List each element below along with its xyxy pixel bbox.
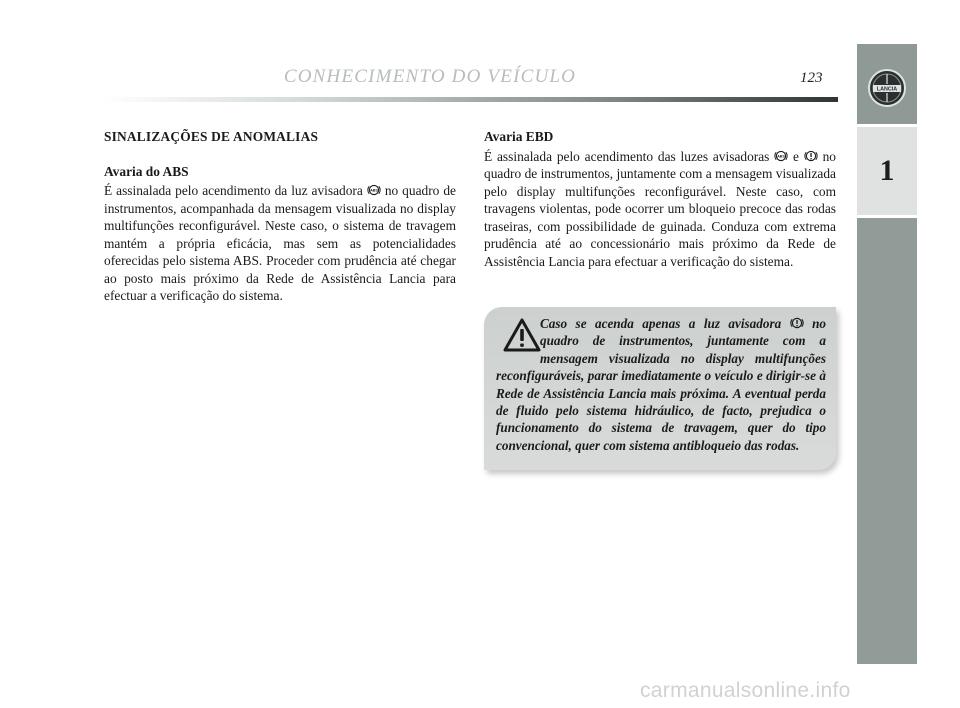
page-number: 123	[800, 70, 823, 86]
abs-text-end: no quadro de instrumentos, acompanhada da mensagem visualizada no display multifunções reconfigurável. Neste caso, o sistema de travagem mantém a própria eficácia, mas sem as potencialidades oferecidas pelo sistema ABS. Proceder com prudência até chegar ao posto mais próximo da Rede de Assistência Lancia para efectuar a verificação do sistema.	[104, 183, 456, 303]
icon-spacer	[496, 315, 540, 365]
svg-text:ABS: ABS	[370, 188, 378, 193]
ebd-heading: Avaria EBD	[484, 129, 554, 144]
brake-warning-icon	[804, 149, 818, 163]
header-rule	[102, 97, 838, 102]
brake-warning-icon	[790, 316, 804, 330]
abs-text-start: É assinalada pelo acendimento da luz avisadora	[104, 183, 363, 198]
abs-icon	[774, 149, 788, 163]
chapter-number: 1	[857, 127, 917, 215]
left-column	[104, 128, 456, 305]
right-column	[484, 128, 836, 270]
tab-divider	[857, 215, 917, 218]
warning-text-end: no quadro de instrumentos, juntamente com a mensagem visualizada no display multifunções reconfiguráveis, parar imediatamente o veículo e dirigir-se à Rede de Assistência Lancia mais próxima. A eventual perda de fluido pelo sistema hidráulico, de facto, prejudica o funcionamento do sistema de travagem, quer do tipo convencional, quer com sistema antibloqueio das rodas.	[496, 316, 827, 453]
ebd-text-and: e	[793, 148, 799, 164]
footer-watermark: carmanualsonline.info	[640, 679, 851, 702]
ebd-text-end: no quadro de instrumentos, juntamente com a mensagem visualizada pelo display multifunções reconfigurável. Neste caso, com travagens violentas, pode ocorrer um bloqueio precoce das rodas traseiras, com possibilidade de guinada. Conduza com extrema prudência até ao concessionário mais próximo da Rede de Assistência Lancia para efectuar a verificação do sistema.	[484, 148, 836, 269]
abs-heading: Avaria do ABS	[104, 163, 189, 179]
warning-text-start: Caso se acenda apenas a luz avisadora	[540, 316, 782, 331]
abs-paragraph	[104, 182, 456, 305]
abs-icon	[367, 183, 381, 197]
svg-text:ABS: ABS	[777, 154, 785, 159]
ebd-text-start: É assinalada pelo acendimento das luzes avisadoras	[484, 148, 770, 164]
warning-text	[496, 315, 826, 454]
page-title: CONHECIMENTO DO VEÍCULO	[283, 66, 577, 87]
chapter-side-tab	[857, 44, 917, 664]
logo-box	[857, 44, 917, 124]
logo-text: LANCIA	[876, 86, 898, 93]
section-heading: SINALIZAÇÕES DE ANOMALIAS	[104, 129, 319, 144]
ebd-paragraph	[484, 148, 836, 271]
warning-callout	[484, 307, 836, 470]
lancia-logo-icon	[867, 68, 907, 108]
